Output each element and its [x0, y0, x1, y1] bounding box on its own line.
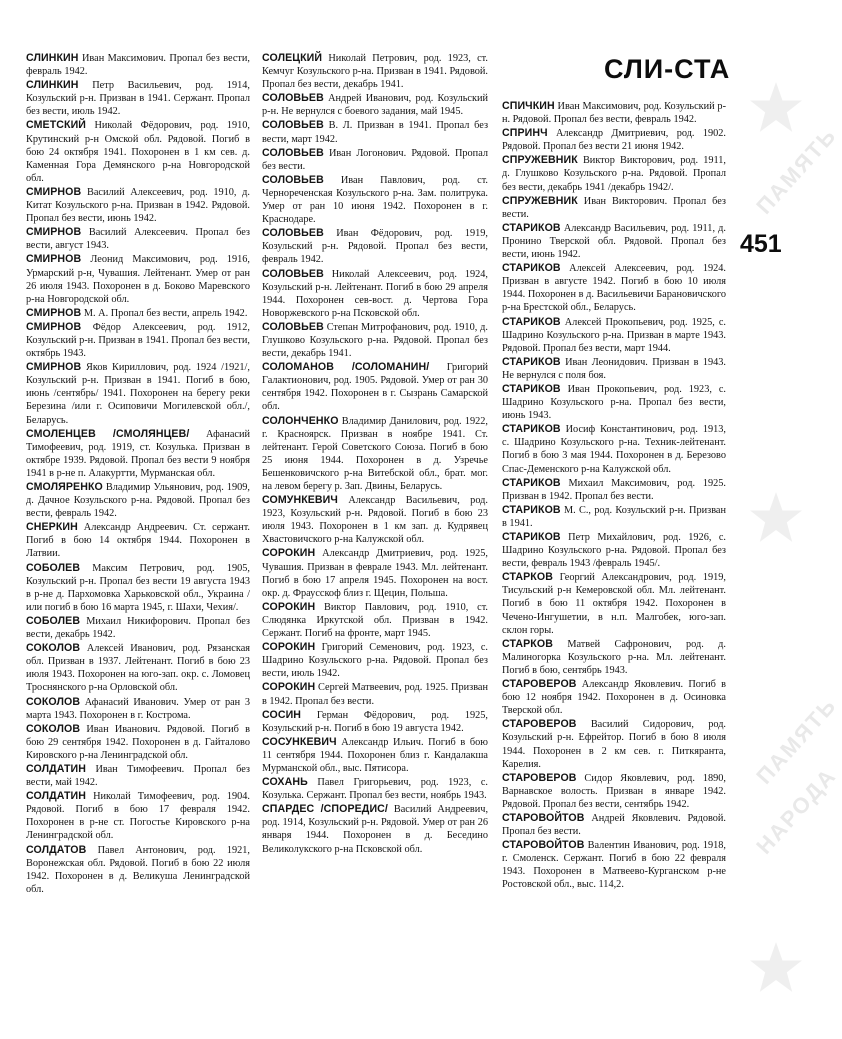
page-number: 451	[740, 230, 782, 258]
entry-details: Григорий Галактионович, род. 1905. Рядовой. Умер от ран 30 сентября 1942. Похоронен в г. Сызрань Самарской обл.	[262, 362, 488, 413]
memorial-entry	[26, 521, 250, 560]
entry-surname: СМЕТСКИЙ	[26, 119, 87, 132]
entry-surname: СОРОКИН	[262, 681, 316, 694]
entry-details: Иван Максимович, род. Козульский р-н. Рядовой. Пропал без вести, февраль 1942.	[502, 101, 726, 126]
memorial-entry	[502, 531, 726, 570]
entry-details: Владимир Ульянович, род. 1909, д. Дачное Козульского р-на. Рядовой. Пропал без вести, февраль 1942.	[26, 482, 250, 520]
entry-details: Павел Григорьевич, род. 1923, с. Козулька. Сержант. Пропал без вести, ноябрь 1943.	[262, 777, 489, 802]
entry-surname: СТАРИКОВ	[502, 423, 561, 436]
entry-surname: СОХАНЬ	[262, 776, 308, 789]
entry-surname: СПРУЖЕВНИК	[502, 194, 578, 207]
entry-surname: СОЛОВЬЕВ	[262, 320, 324, 333]
column-2	[262, 52, 488, 857]
memorial-entry	[502, 195, 726, 221]
entry-details: Иосиф Константинович, род. 1913, с. Шадрино Козульского р-на. Техник-лейтенант. Погиб в бою 3 мая 1944. Похоронен в д. Березово Спас-Деменского р-на Калужской обл.	[502, 424, 726, 475]
entry-details: Александр Яковлевич. Погиб в бою 12 ноября 1942. Похоронен в д. Осиновка Тверской обл.	[502, 679, 726, 717]
memorial-entry	[26, 562, 250, 614]
entry-details: Александр Васильевич, род. 1923, Козульский р-н. Рядовой. Погиб в бою 23 июля 1943. Похоронен в 1 км зап. д. Кудрявец Хвастовичского р-на Калужской обл.	[262, 495, 488, 546]
entry-surname: СТАРИКОВ	[502, 355, 561, 368]
memorial-entry	[502, 222, 726, 261]
entry-details: Василий Сидорович, род. Козульский р-н. Ефрейтор. Погиб в бою 8 июля 1944. Похоронен в 2 км сев. г. Питкяранта, Карелия.	[502, 719, 727, 770]
memorial-entry	[502, 100, 726, 126]
entry-details: Иван Иванович. Рядовой. Погиб в бою 29 сентября 1942. Похоронен в д. Гайталово Кировского р-на Ленинградской обл.	[26, 723, 250, 761]
memorial-entry	[262, 119, 488, 145]
entry-details: Афанасий Тимофеевич, род. 1919, ст. Козулька. Призван в октябре 1939. Рядовой. Пропал без вести 9 ноября 1941 в р-не п. Алакуртти, Мурманская обл.	[26, 428, 251, 479]
memorial-entry	[262, 803, 488, 855]
memorial-entry	[262, 494, 488, 546]
entry-surname: СОБОЛЕВ	[26, 561, 81, 574]
entry-details: Герман Фёдорович, род. 1925, Козульский р-н. Погиб в бою 19 августа 1942.	[262, 709, 488, 734]
star-watermark-icon	[749, 80, 803, 134]
memorial-entry	[502, 383, 726, 422]
memorial-entry	[26, 481, 250, 520]
memorial-entry	[262, 227, 488, 266]
entry-details: Александр Васильевич, род. 1911, д. Пронино Тверской обл. Рядовой. Пропал без вести, июнь 1942.	[502, 222, 726, 261]
watermark-text-mid2: НАРОДА	[751, 762, 842, 859]
entry-details: Иван Викторович. Пропал без вести.	[502, 195, 726, 220]
column-3	[502, 100, 726, 893]
entry-surname: СПИЧКИН	[502, 100, 555, 112]
entry-details: Виктор Павлович, род. 1910, ст. Слюдянка Иркутской обл. Призван в 1942. Сержант. Погиб на фронте, март 1945.	[262, 601, 489, 640]
memorial-entry	[262, 547, 488, 599]
entry-surname: СМИРНОВ	[26, 185, 82, 198]
entry-details: Алексей Алексеевич, род. 1924. Призван в августе 1942. Погиб в бою 10 июля 1944. Похоронен в д. Васильевичи Барановичского р-на Брестской обл., Беларусь.	[502, 263, 726, 314]
memorial-entry	[262, 361, 488, 413]
entry-surname: СТАРОВЕРОВ	[502, 718, 577, 731]
entry-surname: СТАРИКОВ	[502, 531, 561, 543]
memorial-entry	[262, 321, 488, 360]
memorial-entry	[26, 253, 250, 305]
entry-details: Виктор Викторович, род. 1911, д. Глушково Козульского р-на. Рядовой. Пропал без вести, декабрь 1941 /декабрь 1942/.	[502, 155, 726, 193]
entry-surname: СОЛОВЬЕВ	[262, 92, 324, 105]
memorial-entry	[26, 79, 250, 118]
memorial-entry	[262, 174, 488, 226]
memorial-entry	[26, 119, 250, 184]
entry-details: Николай Петрович, род. 1923, ст. Кемчуг Козульского р-на. Призван в 1941. Рядовой. Пропал без вести, декабрь 1941.	[262, 53, 488, 91]
entry-surname: СОЛОВЬЕВ	[262, 119, 324, 132]
entry-details: Александр Ильич. Погиб в бою 11 сентября 1944. Похоронен близ г. Кандалакша Мурманской обл., выс. Пятисора.	[262, 736, 488, 774]
entry-surname: СОЛОВЬЕВ	[262, 267, 324, 280]
memorial-entry	[26, 186, 250, 225]
star-watermark-icon	[749, 940, 803, 994]
entry-surname: СПАРДЕС /СПОРЕДИС/	[262, 803, 388, 816]
entry-surname: СОКОЛОВ	[26, 642, 81, 655]
entry-surname: СМИРНОВ	[26, 306, 82, 319]
entry-details: Александр Дмитриевич, род. 1902. Рядовой. Пропал без вести 21 июня 1942.	[502, 128, 726, 153]
entry-surname: СМИРНОВ	[26, 253, 82, 266]
entry-details: Петр Михайлович, род. 1926, с. Шадрино Козульского р-на. Рядовой. Пропал без вести, февраль 1943 /февраль 1945/.	[502, 532, 727, 570]
memorial-entry	[502, 477, 726, 503]
entry-details: Владимир Данилович, род. 1922, г. Красноярск. Призван в ноябре 1941. Ст. лейтенант. Герой Советского Союза. Погиб в бою 25 июня 1944. Похоронен в д. Узречье Бешенковичского р-на Витебской обл., брат. мог. на левом берегу р. Зап. Двины, Беларусь.	[262, 415, 488, 492]
memorial-entry	[502, 718, 726, 770]
memorial-entry	[502, 839, 726, 891]
entry-surname: СТАРИКОВ	[502, 476, 561, 489]
entry-details: Леонид Максимович, род. 1916, Урмарский р-н, Чувашия. Лейтенант. Умер от ран 26 июля 1943. Похоронен в д. Боково Маревского р-на Новгородской обл.	[26, 254, 250, 305]
entry-details: Валентин Иванович, род. 1918, г. Смоленск. Сержант. Погиб в бою 22 февраля 1943. Похоронен в Матвеево-Курганском р-не Ростовской обл., выс. 114,2.	[502, 840, 726, 891]
entry-surname: СПРУЖЕВНИК	[502, 154, 578, 167]
entry-surname: СОСИН	[262, 708, 302, 721]
entry-surname: СОКОЛОВ	[26, 695, 81, 708]
page-range-header: СЛИ-СТА	[604, 54, 731, 84]
entry-details: Александр Андреевич. Ст. сержант. Погиб в бою 14 октября 1944. Похоронен в Латвии.	[26, 522, 250, 560]
entry-surname: СОЛДАТИН	[26, 790, 87, 803]
entry-surname: СМИРНОВ	[26, 320, 82, 333]
memorial-entry	[262, 776, 488, 802]
entry-details: Георгий Александрович, род. 1919, Тисульский р-н Кемеровской обл. Мл. лейтенант. Погиб в бою 11 октября 1942. Похоронен в Чечено-Ингушетии, в н.п. Малгобек, юго-зап. склон горы.	[502, 572, 726, 636]
entry-surname: СТАРОВЕРОВ	[502, 771, 577, 784]
memorial-entry	[26, 642, 250, 694]
entry-details: Василий Алексеевич, род. 1910, д. Китат Козульского р-на. Призван в 1942. Рядовой. Пропал без вести, июнь 1942.	[26, 186, 251, 225]
watermark-text-mid: ПАМЯТЬ	[751, 692, 842, 789]
entry-surname: СТАРИКОВ	[502, 221, 561, 234]
entry-surname: СОКОЛОВ	[26, 722, 81, 735]
memorial-entry	[502, 571, 726, 636]
entry-surname: СОЛЕЦКИЙ	[262, 52, 323, 64]
entry-details: Иван Леонидович. Призван в 1943. Не вернулся с поля боя.	[502, 356, 726, 381]
star-watermark-icon	[749, 490, 803, 544]
memorial-entry	[262, 268, 488, 320]
entry-surname: СТАРИКОВ	[502, 262, 561, 275]
memorial-entry	[26, 307, 250, 320]
memorial-entry	[502, 127, 726, 153]
entry-surname: СОРОКИН	[262, 641, 316, 654]
memorial-entry	[26, 696, 250, 722]
entry-details: В. Л. Призван в 1941. Пропал без вести, март 1942.	[262, 120, 489, 145]
memorial-entry	[502, 316, 726, 355]
entry-details: Григорий Семенович, род. 1923, с. Шадрино Козульского р-на. Рядовой. Пропал без вести, июль 1942.	[262, 642, 488, 680]
entry-details: Иван Фёдорович, род. 1919, Козульский р-н. Рядовой. Пропал без вести, февраль 1942.	[262, 228, 488, 266]
entry-details: М. С., род. Козульский р-н. Призван в 1941.	[502, 504, 726, 529]
memorial-entry	[26, 790, 250, 842]
entry-surname: СОБОЛЕВ	[26, 614, 81, 627]
memorial-entry	[502, 154, 726, 193]
entry-surname: СОРОКИН	[262, 600, 316, 613]
entry-details: Василий Алексеевич. Пропал без вести, август 1943.	[26, 227, 250, 252]
entry-surname: СЛИНКИН	[26, 52, 79, 64]
memorial-entry	[26, 361, 250, 426]
entry-details: Яков Кириллович, род. 1924 /1921/, Козульский р-н. Призван в 1941. Погиб в бою, июнь /сентябрь/ 1941. Похоронен на берегу реки Березина /или г. Осиповичи Могилевской обл./, Беларусь.	[26, 362, 250, 426]
entry-details: Николай Алексеевич, род. 1924, Козульский р-н. Лейтенант. Погиб в бою 29 апреля 1944. Похоронен сев-вост. д. Чертова Гора Новоржевского р-на Псковской обл.	[262, 268, 488, 319]
watermark-text-top: ПАМЯТЬ	[751, 122, 842, 219]
memorial-entry	[26, 428, 250, 480]
entry-surname: СТАРКОВ	[502, 637, 553, 650]
entry-details: Петр Васильевич, род. 1914, Козульский р-н. Призван в 1941. Сержант. Пропал без вести, июль 1942.	[26, 80, 250, 118]
entry-surname: СМОЛЕНЦЕВ /СМОЛЯНЦЕВ/	[26, 427, 190, 440]
entry-details: Александр Дмитриевич, род. 1925, Чувашия. Призван в феврале 1943. Мл. лейтенант. Погиб в бою 17 апреля 1945. Похоронен на вост. окр. д. Фраусскоф близ г. Щецин, Польша.	[262, 548, 488, 599]
entry-surname: СОЛОВЬЕВ	[262, 173, 324, 186]
memorial-entry	[26, 844, 250, 896]
memorial-entry	[262, 641, 488, 680]
memorial-entry	[502, 262, 726, 314]
watermark	[745, 60, 842, 1020]
entry-details: Афанасий Иванович. Умер от ран 3 марта 1943. Похоронен в г. Кострома.	[26, 696, 250, 721]
entry-surname: СТАРОВЕРОВ	[502, 678, 577, 691]
entry-surname: СОРОКИН	[262, 547, 316, 560]
entry-details: Матвей Сафронович, род. д. Малиногорка Козульского р-на. Мл. лейтенант. Погиб в бою, сентябрь 1943.	[502, 638, 726, 676]
memorial-entry	[502, 812, 726, 838]
entry-surname: СТАРИКОВ	[502, 315, 561, 328]
memorial-entry	[26, 321, 250, 360]
entry-surname: СМИРНОВ	[26, 226, 82, 239]
memorial-entry	[262, 52, 488, 91]
entry-surname: СОЛОМАНОВ /СОЛОМАНИН/	[262, 361, 430, 374]
entry-details: Степан Митрофанович, род. 1910, д. Глушково Козульского р-на. Рядовой. Пропал без вести, декабрь 1941.	[262, 321, 488, 360]
entry-surname: СМИРНОВ	[26, 361, 82, 374]
column-1	[26, 52, 250, 897]
memorial-entry	[262, 147, 488, 173]
entry-details: Иван Логонович. Рядовой. Пропал без вести.	[262, 147, 488, 172]
memorial-entry	[262, 681, 488, 707]
entry-details: Иван Прокопьевич, род. 1923, с. Шадрино Козульского р-на. Пропал без вести, июнь 1943.	[502, 383, 726, 422]
entry-details: Николай Фёдорович, род. 1910, Крутинский р-н Омской обл. Рядовой. Погиб в бою 24 октября 1941. Похоронен в 1 км сев. д. Каменная Гора Демянского р-на Новгородской обл.	[26, 120, 250, 184]
entry-details: Сидор Яковлевич, род. 1890, Варнавское волость. Призван в январе 1942. Рядовой. Пропал без вести, сентябрь 1942.	[502, 772, 726, 810]
memorial-entry	[502, 423, 726, 475]
entry-details: Андрей Иванович, род. Козульский р-н. Не вернулся с боевого задания, май 1945.	[262, 93, 488, 118]
memorial-entry	[502, 678, 726, 717]
entry-details: М. А. Пропал без вести, апрель 1942.	[83, 307, 248, 319]
memorial-entry	[26, 615, 250, 641]
entry-surname: СТАРИКОВ	[502, 503, 561, 516]
memorial-entry	[502, 356, 726, 382]
memorial-entry	[262, 92, 488, 118]
entry-surname: СОЛОНЧЕНКО	[262, 414, 339, 427]
memorial-entry	[262, 736, 488, 775]
entry-surname: СТАРКОВ	[502, 571, 553, 584]
memorial-entry	[26, 763, 250, 789]
entry-surname: СНЕРКИН	[26, 521, 78, 534]
entry-surname: СОЛОВЬЕВ	[262, 227, 324, 240]
memorial-entry	[262, 709, 488, 735]
entry-details: Фёдор Алексеевич, род. 1912, Козульский р-н. Призван в 1941. Пропал без вести, октябрь 1943.	[26, 321, 250, 360]
entry-details: Иван Максимович. Пропал без вести, февраль 1942.	[26, 53, 251, 78]
entry-surname: СОЛДАТОВ	[26, 843, 87, 856]
memorial-entry	[26, 52, 250, 78]
entry-surname: СТАРОВОЙТОВ	[502, 839, 585, 852]
memorial-entry	[502, 504, 726, 530]
memorial-entry	[262, 601, 488, 640]
entry-details: Алексей Иванович, род. Рязанская обл. Призван в 1937. Лейтенант. Погиб в бою 23 июля 1943. Похоронен на юго-зап. окр. с. Ломовец Троснянского р-на Орловской обл.	[26, 643, 250, 694]
entry-details: Иван Павлович, род. ст. Чернореченская Козульского р-на. Зам. политрука. Умер от ран 10 июня 1942. Похоронен в г. Краснодаре.	[262, 174, 489, 226]
entry-surname: СПРИНЧ	[502, 127, 548, 140]
entry-surname: СОЛОВЬЕВ	[262, 146, 324, 159]
entry-details: Андрей Яковлевич. Рядовой. Пропал без вести.	[502, 812, 727, 838]
entry-surname: СТАРИКОВ	[502, 382, 561, 395]
entry-details: Максим Петрович, род. 1905, Козульский р-н. Пропал без вести 19 августа 1943 в р-не д. Пархомовка Харьковской обл., Украина /или погиб в бою 16 марта 1945, г. Шахи, Чехия/.	[26, 562, 250, 613]
entry-surname: СТАРОВОЙТОВ	[502, 811, 585, 824]
entry-details: Иван Тимофеевич. Пропал без вести, май 1942.	[26, 763, 250, 789]
entry-details: Сергей Матвеевич, род. 1925. Призван в 1942. Пропал без вести.	[262, 682, 488, 707]
memorial-entry	[262, 415, 488, 494]
entry-surname: СОЛДАТИН	[26, 762, 87, 775]
entry-surname: СОСУНКЕВИЧ	[262, 735, 337, 748]
entry-surname: СОМУНКЕВИЧ	[262, 494, 338, 507]
entry-details: Михаил Максимович, род. 1925. Призван в 1942. Пропал без вести.	[502, 477, 726, 502]
entry-surname: СЛИНКИН	[26, 79, 79, 92]
entry-details: Алексей Прокопьевич, род. 1925, с. Шадрино Козульского р-на. Призван в марте 1943. Рядовой. Пропал без вести, март 1944.	[502, 316, 727, 354]
entry-details: Павел Антонович, род. 1921, Воронежская обл. Рядовой. Погиб в бою 22 июля 1942. Похоронен в д. Великуша Ленинградской обл.	[26, 844, 250, 895]
memorial-entry	[502, 772, 726, 811]
entry-details: Николай Тимофеевич, род. 1904. Рядовой. Погиб в бою 17 февраля 1942. Похоронен в р-не ст. Погостье Кировского р-на Ленинградской обл.	[26, 791, 250, 842]
memorial-entry	[26, 723, 250, 762]
entry-details: Василий Андреевич, род. 1914, Козульский р-н. Рядовой. Умер от ран 26 января 1944. Похоронен в д. Бесединo Великолукского р-на Псковской обл.	[262, 804, 489, 855]
entry-surname: СМОЛЯРЕНКО	[26, 481, 103, 493]
memorial-entry	[26, 226, 250, 252]
memorial-entry	[502, 638, 726, 677]
entry-details: Михаил Никифорович. Пропал без вести, декабрь 1942.	[26, 615, 251, 641]
